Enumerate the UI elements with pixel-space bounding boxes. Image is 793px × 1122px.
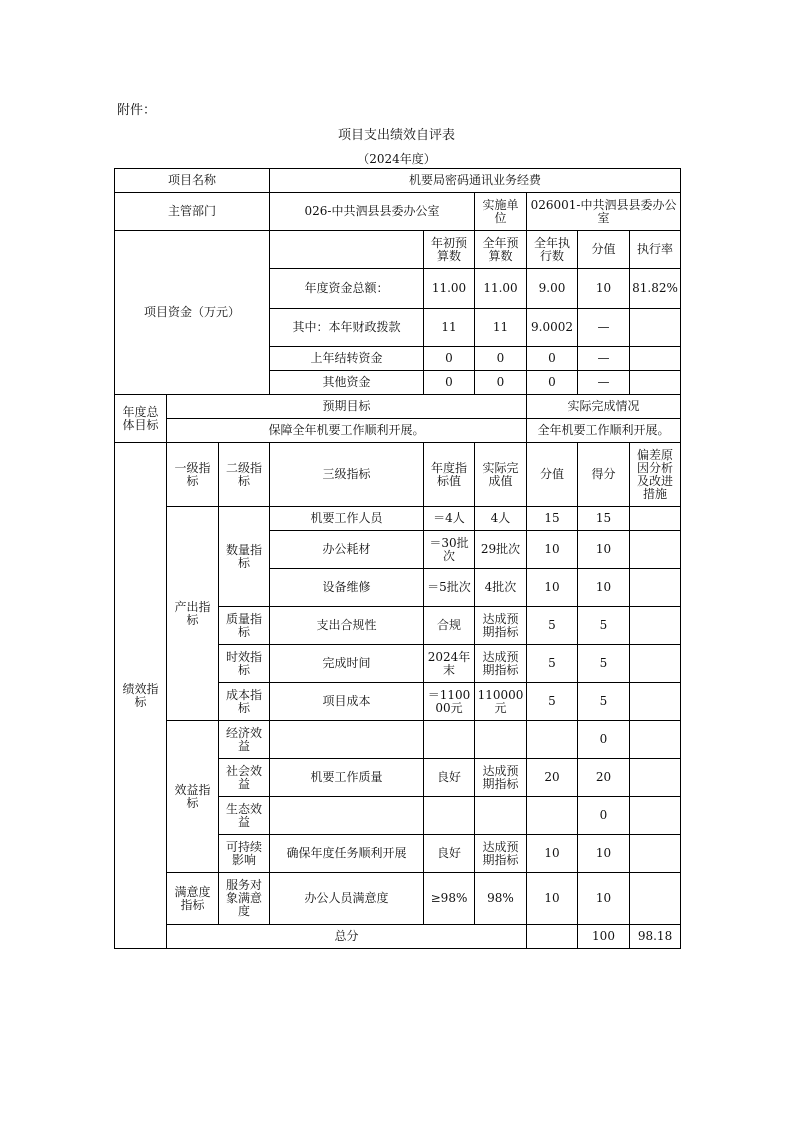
level2-quality: 质量指标 (219, 607, 270, 645)
goal-expected-label: 预期目标 (167, 395, 527, 419)
indicator-score: 5 (578, 683, 630, 721)
dept-value: 026-中共泗县县委办公室 (270, 193, 475, 231)
indicator-score: 5 (578, 645, 630, 683)
indicator-reason (630, 607, 681, 645)
indicator-actual (475, 797, 527, 835)
header-value: 分值 (527, 443, 578, 507)
indicator-reason (630, 683, 681, 721)
funds-row-label: 其他资金 (270, 371, 424, 395)
total-blank (527, 925, 578, 949)
indicator-reason (630, 569, 681, 607)
indicator-value: 10 (527, 835, 578, 873)
performance-label: 绩效指标 (115, 443, 167, 949)
funds-score-value: — (578, 371, 630, 395)
funds-initial: 0 (424, 371, 475, 395)
indicator-target: ＝30批次 (424, 531, 475, 569)
level1-benefit: 效益指标 (167, 721, 219, 873)
header-level1: 一级指标 (167, 443, 219, 507)
funds-rate (630, 371, 681, 395)
level2-sustainable: 可持续影响 (219, 835, 270, 873)
indicator-name: 完成时间 (270, 645, 424, 683)
indicator-row (115, 507, 681, 531)
indicator-name (270, 797, 424, 835)
indicator-name: 支出合规性 (270, 607, 424, 645)
funds-header-value: 分值 (578, 231, 630, 269)
funds-score-value: — (578, 309, 630, 347)
level2-economic: 经济效益 (219, 721, 270, 759)
indicator-reason (630, 507, 681, 531)
indicator-actual: 达成预期指标 (475, 835, 527, 873)
funds-annual: 0 (475, 347, 527, 371)
impl-value: 026001-中共泗县县委办公室 (527, 193, 681, 231)
indicator-name: 项目成本 (270, 683, 424, 721)
indicator-value: 5 (527, 607, 578, 645)
indicator-value (527, 797, 578, 835)
funds-row-label: 上年结转资金 (270, 347, 424, 371)
indicator-target: 良好 (424, 835, 475, 873)
dept-label: 主管部门 (115, 193, 270, 231)
goal-expected: 保障全年机要工作顺利开展。 (167, 419, 527, 443)
header-score: 得分 (578, 443, 630, 507)
total-row (115, 925, 681, 949)
goal-actual-label: 实际完成情况 (527, 395, 681, 419)
indicator-value: 20 (527, 759, 578, 797)
indicator-reason (630, 721, 681, 759)
indicator-row (115, 721, 681, 759)
indicator-reason (630, 835, 681, 873)
indicator-name: 确保年度任务顺利开展 (270, 835, 424, 873)
indicator-row (115, 873, 681, 925)
indicator-target (424, 721, 475, 759)
indicator-reason (630, 759, 681, 797)
indicator-actual: 达成预期指标 (475, 759, 527, 797)
funds-rate: 81.82% (630, 269, 681, 309)
funds-executed: 9.00 (527, 269, 578, 309)
indicator-name (270, 721, 424, 759)
funds-header-initial: 年初预算数 (424, 231, 475, 269)
indicator-name: 机要工作质量 (270, 759, 424, 797)
indicator-score: 20 (578, 759, 630, 797)
funds-header-executed: 全年执行数 (527, 231, 578, 269)
funds-initial: 0 (424, 347, 475, 371)
funds-rate (630, 347, 681, 371)
funds-initial: 11.00 (424, 269, 475, 309)
indicator-actual: 4人 (475, 507, 527, 531)
funds-score-value: — (578, 347, 630, 371)
impl-label: 实施单位 (475, 193, 527, 231)
indicator-actual (475, 721, 527, 759)
funds-label: 项目资金（万元） (115, 231, 270, 395)
goal-label: 年度总体目标 (115, 395, 167, 443)
goal-header-row (115, 395, 681, 419)
indicator-value (527, 721, 578, 759)
indicator-value: 5 (527, 645, 578, 683)
funds-header-annual: 全年预算数 (475, 231, 527, 269)
indicator-target: 良好 (424, 759, 475, 797)
header-level3: 三级指标 (270, 443, 424, 507)
funds-header-blank (270, 231, 424, 269)
indicator-value: 10 (527, 531, 578, 569)
performance-header-row (115, 443, 681, 507)
indicator-actual: 达成预期指标 (475, 645, 527, 683)
indicator-target: ＝4人 (424, 507, 475, 531)
indicator-reason (630, 645, 681, 683)
level2-service-satisfaction: 服务对象满意度 (219, 873, 270, 925)
evaluation-table (114, 168, 681, 949)
indicator-target: ＝5批次 (424, 569, 475, 607)
goal-actual: 全年机要工作顺利开展。 (527, 419, 681, 443)
indicator-actual: 98% (475, 873, 527, 925)
goal-row (115, 419, 681, 443)
total-value: 100 (578, 925, 630, 949)
indicator-target (424, 797, 475, 835)
indicator-reason (630, 797, 681, 835)
indicator-score: 10 (578, 531, 630, 569)
year-label: （2024年度） (357, 152, 436, 166)
funds-annual: 0 (475, 371, 527, 395)
indicator-target: ≥98% (424, 873, 475, 925)
indicator-name: 办公人员满意度 (270, 873, 424, 925)
funds-header-row (115, 231, 681, 269)
level2-social: 社会效益 (219, 759, 270, 797)
level1-satisfaction: 满意度指标 (167, 873, 219, 925)
indicator-score: 10 (578, 873, 630, 925)
project-name-row (115, 169, 681, 193)
indicator-name: 办公耗材 (270, 531, 424, 569)
header-actual: 实际完成值 (475, 443, 527, 507)
indicator-reason (630, 531, 681, 569)
indicator-target: 2024年末 (424, 645, 475, 683)
indicator-score: 10 (578, 835, 630, 873)
project-name-label: 项目名称 (115, 169, 270, 193)
indicator-name: 机要工作人员 (270, 507, 424, 531)
funds-annual: 11.00 (475, 269, 527, 309)
funds-rate (630, 309, 681, 347)
indicator-target: 合规 (424, 607, 475, 645)
indicator-value: 10 (527, 873, 578, 925)
funds-row-label: 其中：本年财政拨款 (270, 309, 424, 347)
funds-executed: 9.0002 (527, 309, 578, 347)
funds-executed: 0 (527, 371, 578, 395)
attachment-label: 附件： (117, 103, 157, 118)
total-score: 98.18 (630, 925, 681, 949)
funds-row-label: 年度资金总额： (270, 269, 424, 309)
level2-ecological: 生态效益 (219, 797, 270, 835)
header-reason: 偏差原因分析及改进措施 (630, 443, 681, 507)
level2-quantity: 数量指标 (219, 507, 270, 607)
indicator-actual: 29批次 (475, 531, 527, 569)
funds-annual: 11 (475, 309, 527, 347)
indicator-score: 0 (578, 797, 630, 835)
header-level2: 二级指标 (219, 443, 270, 507)
indicator-score: 0 (578, 721, 630, 759)
level1-output: 产出指标 (167, 507, 219, 721)
indicator-actual: 达成预期指标 (475, 607, 527, 645)
indicator-reason (630, 873, 681, 925)
funds-initial: 11 (424, 309, 475, 347)
indicator-actual: 110000元 (475, 683, 527, 721)
level2-timeliness: 时效指标 (219, 645, 270, 683)
indicator-name: 设备维修 (270, 569, 424, 607)
page-title: 项目支出绩效自评表 (337, 128, 455, 143)
indicator-score: 10 (578, 569, 630, 607)
indicator-value: 5 (527, 683, 578, 721)
funds-header-rate: 执行率 (630, 231, 681, 269)
total-label: 总分 (167, 925, 527, 949)
project-name-value: 机要局密码通讯业务经费 (270, 169, 681, 193)
indicator-value: 10 (527, 569, 578, 607)
funds-executed: 0 (527, 347, 578, 371)
funds-score-value: 10 (578, 269, 630, 309)
level2-cost: 成本指标 (219, 683, 270, 721)
header-target: 年度指标值 (424, 443, 475, 507)
indicator-score: 15 (578, 507, 630, 531)
indicator-score: 5 (578, 607, 630, 645)
indicator-value: 15 (527, 507, 578, 531)
department-row (115, 193, 681, 231)
indicator-actual: 4批次 (475, 569, 527, 607)
indicator-target: ＝110000元 (424, 683, 475, 721)
